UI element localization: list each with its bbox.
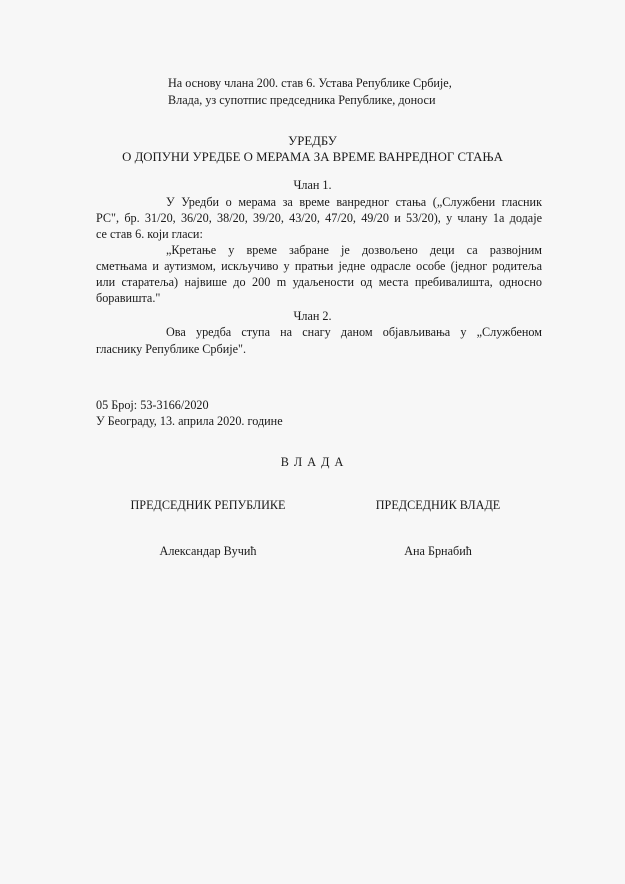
article-1-heading: Члан 1.: [293, 178, 332, 192]
document-subtitle: О ДОПУНИ УРЕДБЕ О МЕРАМА ЗА ВРЕМЕ ВАНРЕДНОГ СТАЊА: [122, 150, 503, 164]
article-1-quote-line-2: сметњама и аутизмом, искључиво у пратњи једне одрасле особе (једног родитеља: [96, 259, 542, 273]
reference-number: 05 Број: 53-3166/2020: [96, 398, 209, 412]
article-2-line-2: гласнику Републике Србије".: [96, 342, 247, 356]
article-2-line-1: Ова уредба ступа на снагу даном објављивања у „Службеном: [166, 325, 542, 339]
signature-left-title: ПРЕДСЕДНИК РЕПУБЛИКЕ: [130, 498, 286, 512]
article-2-heading: Члан 2.: [293, 309, 332, 323]
place-and-date: У Београду, 13. априла 2020. године: [96, 414, 283, 428]
government-heading: В Л А Д А: [280, 455, 345, 469]
article-1-line-1: У Уредби о мерама за време ванредног стања („Службени гласник: [166, 195, 542, 209]
article-1-line-3: се став 6. који гласи:: [96, 227, 203, 241]
document-title: УРЕДБУ: [288, 134, 337, 148]
signature-left-name: Александар Вучић: [159, 544, 257, 558]
preamble-line-2: Влада, уз супотпис председника Републике, доноси: [168, 93, 436, 107]
article-1-quote-line-1: „Кретање у време забране је дозвољено деци са развојним: [166, 243, 542, 257]
signature-right-title: ПРЕДСЕДНИК ВЛАДЕ: [375, 498, 501, 512]
article-1-quote-line-3: или старатеља) највише до 200 m удаљености од места пребивалишта, односно: [96, 275, 542, 289]
signature-right-name: Ана Брнабић: [404, 544, 472, 558]
preamble-line-1: На основу члана 200. став 6. Устава Републике Србије,: [168, 76, 452, 90]
article-1-quote-line-4: боравишта.": [96, 291, 161, 305]
article-1-line-2: РС", бр. 31/20, 36/20, 38/20, 39/20, 43/20, 47/20, 49/20 и 53/20), у члану 1а додаје: [96, 211, 542, 225]
